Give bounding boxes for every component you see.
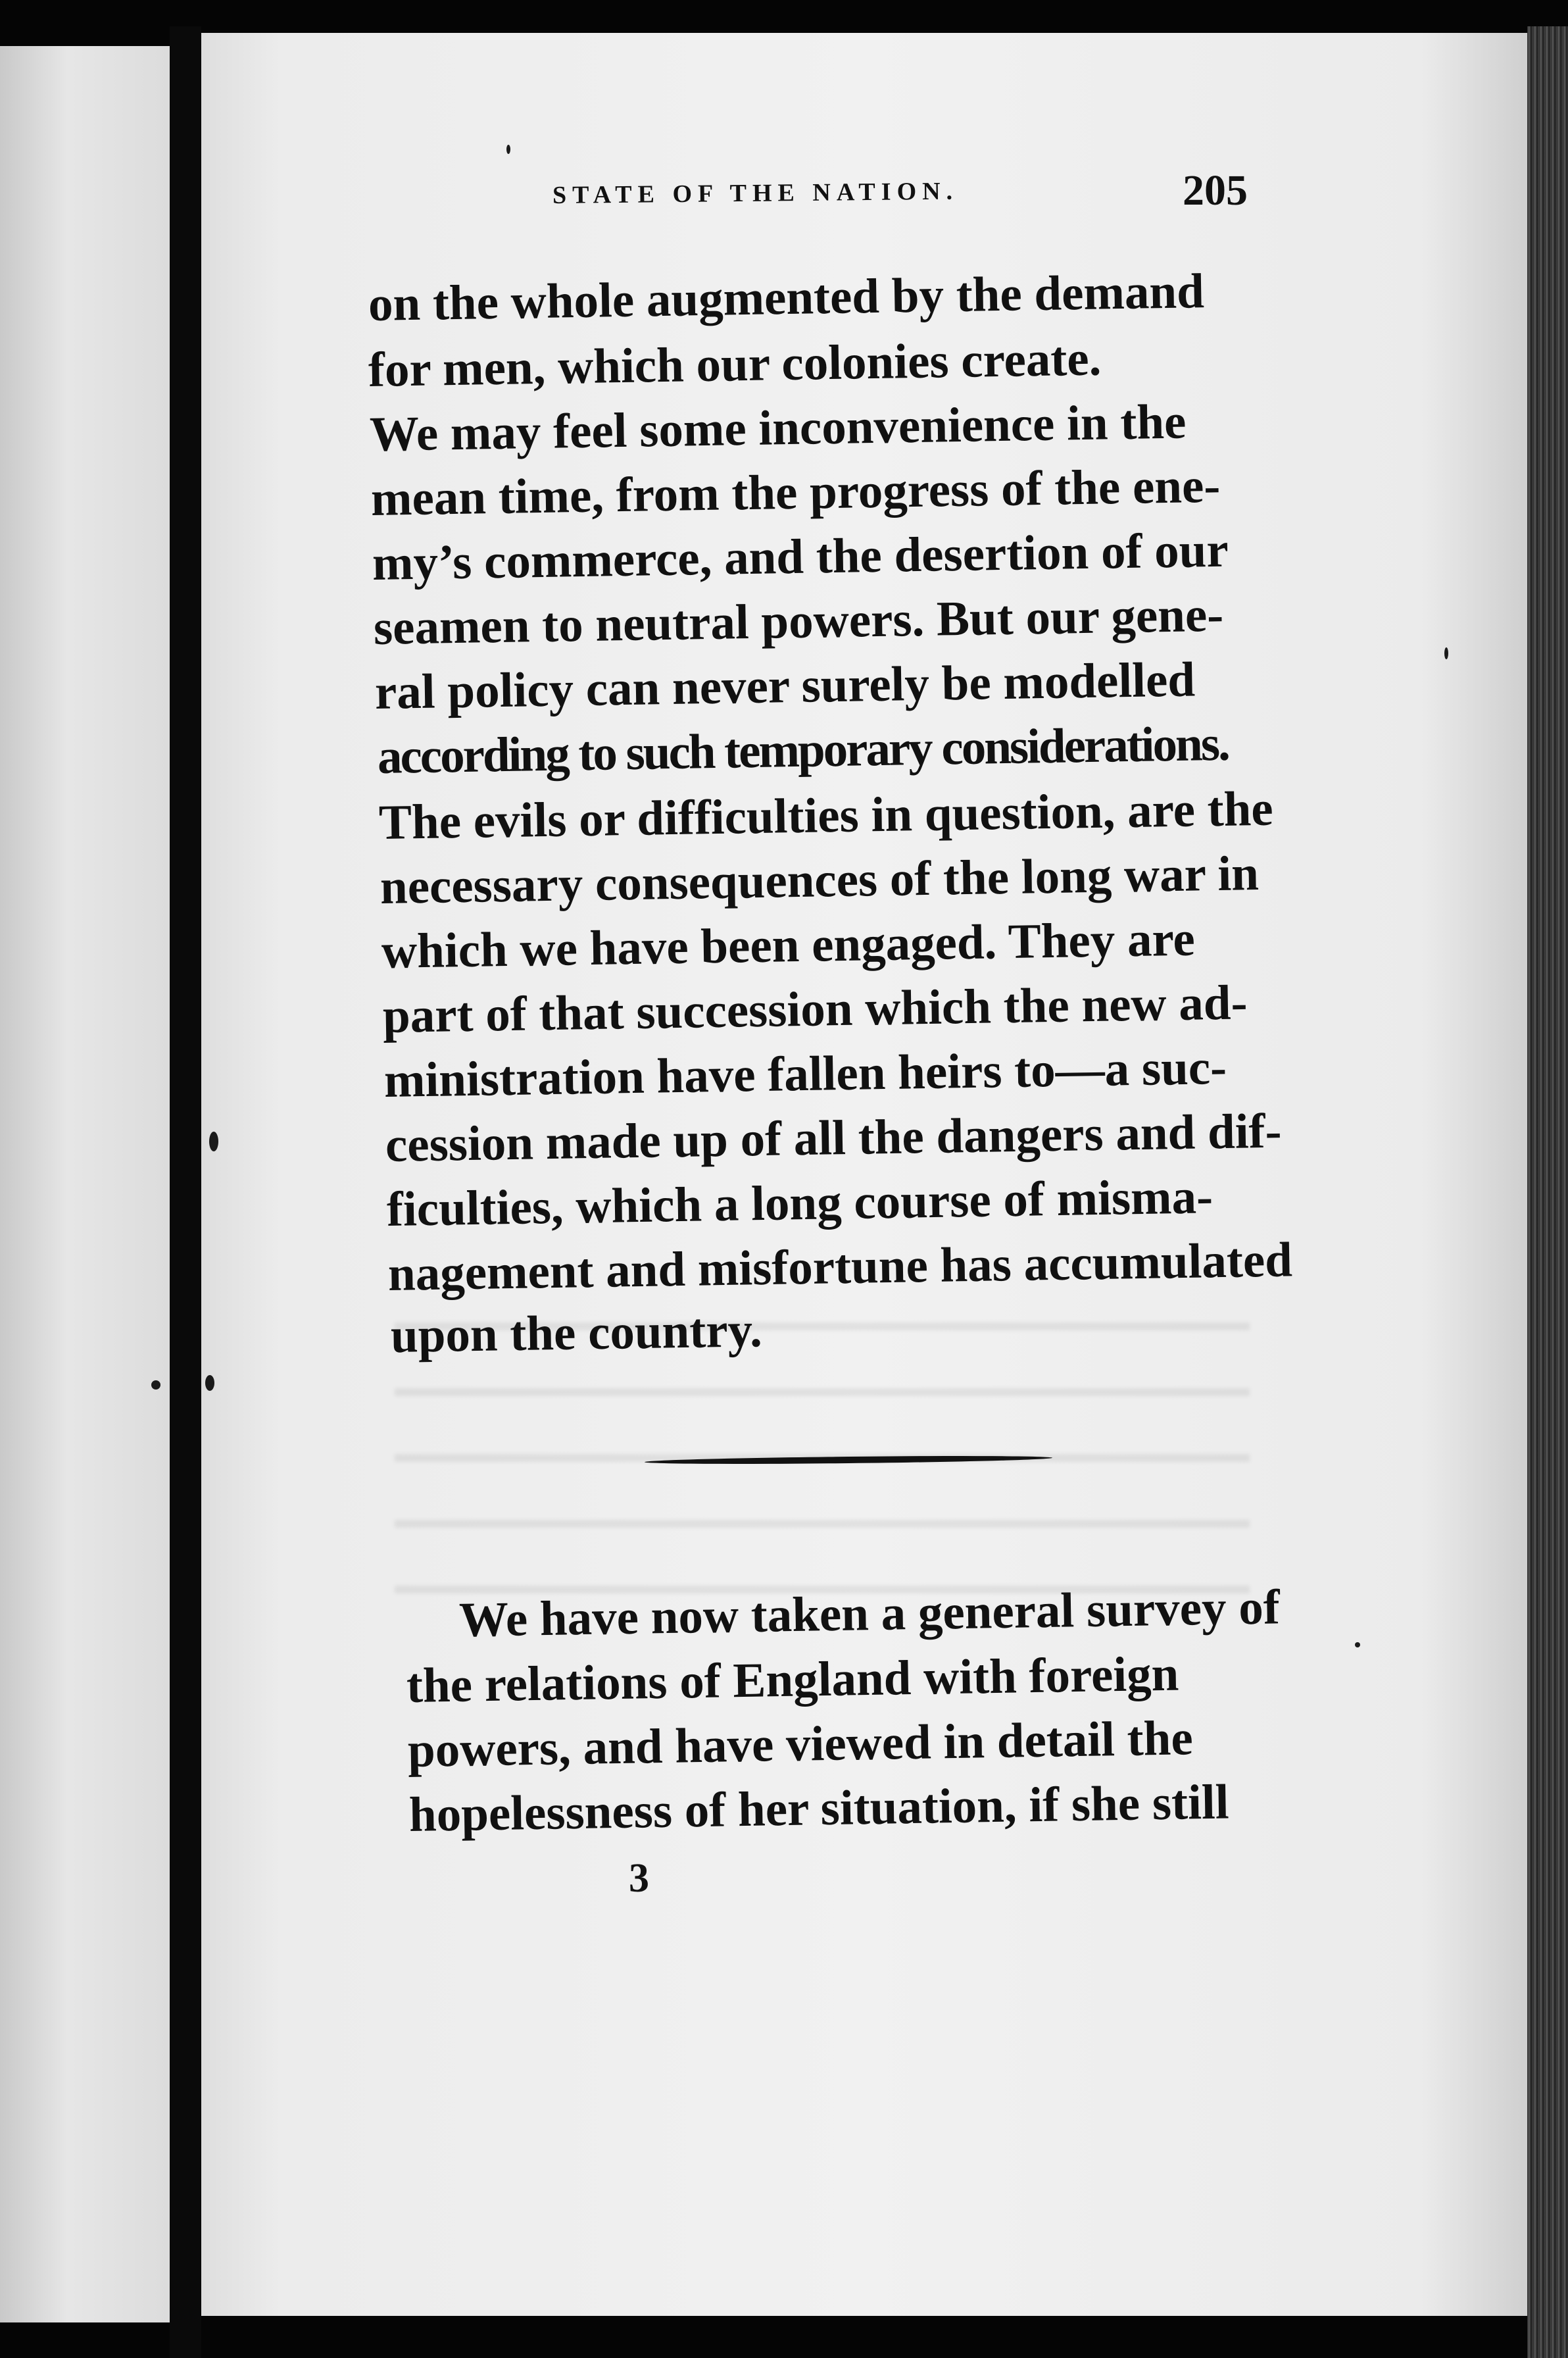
gutter-mark	[151, 1380, 160, 1390]
text-line: upon the country.	[390, 1303, 763, 1363]
gutter-mark	[209, 1132, 218, 1151]
text-line: on the whole augmented by the demand	[368, 264, 1205, 332]
text-line: nagement and misfortune has accumulated	[387, 1232, 1293, 1301]
text-line: hopelessness of her situation, if she still	[408, 1774, 1230, 1842]
text-line: We have now taken a general survey of	[458, 1580, 1281, 1647]
running-head: STATE OF THE NATION.	[552, 177, 959, 209]
text-line: mean time, from the progress of the ene-	[370, 458, 1221, 526]
text-line: the relations of England with foreign	[406, 1646, 1179, 1713]
page-number: 205	[1183, 166, 1248, 214]
signature-mark: 3	[629, 1856, 649, 1901]
ink-speck	[506, 145, 510, 154]
text-line: part of that succession which the new ad-	[382, 975, 1248, 1043]
text-line: necessary consequences of the long war in	[380, 846, 1260, 915]
text-line: The evils or difficulties in question, are the	[378, 781, 1274, 850]
ink-speck	[1444, 647, 1448, 659]
text-line: We may feel some inconvenience in the	[369, 394, 1187, 462]
text-line: powers, and have viewed in detail the	[407, 1711, 1194, 1778]
book-gutter	[170, 26, 201, 2358]
text-line: ficulties, which a long course of misma-	[386, 1169, 1213, 1237]
ink-speck	[1355, 1642, 1360, 1647]
text-line: which we have been engaged. They are	[381, 911, 1196, 979]
text-line: for men, which our colonies create.	[368, 331, 1102, 397]
text-line: seamen to neutral powers. But our gene-	[373, 587, 1224, 655]
gutter-mark	[205, 1375, 214, 1391]
left-page-edge	[0, 46, 170, 2322]
page-stack-edge	[1527, 26, 1568, 2358]
text-line: ministration have fallen heirs to—a suc-	[383, 1040, 1227, 1108]
text-line: cession made up of all the dangers and dif-	[385, 1103, 1283, 1172]
text-line: my’s commerce, and the desertion of our	[372, 522, 1229, 591]
text-line: ral policy can never surely be modelled	[374, 652, 1196, 720]
text-line: according to such temporary considerations.	[377, 716, 1229, 784]
